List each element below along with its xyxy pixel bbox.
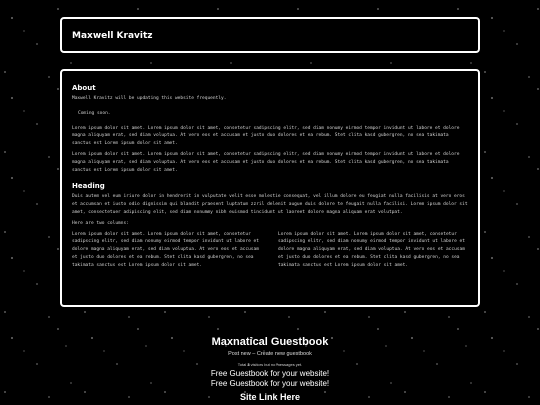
main-content xyxy=(72,83,468,270)
lorem-paragraph-1: Lorem ipsum dolor sit amet. Lorem ipsum dolor sit amet, consetetur sadipscing elitr, sed diam nonumy eirmod tempor invidunt ut labore et dolore magna aliquyam erat, sed diam voluptua. At vero eos et accusam et justo duo dolores et ea rebum. Stet clita kasd gubergren, no sea takimata sanctus est Lorem ipsum dolor sit amet. xyxy=(72,125,460,147)
coming-soon-text: Coming soon. xyxy=(78,110,111,116)
section-paragraph: Duis autem vel eum iriure dolor in hendrerit in vulputate velit esse molestie consequat, vel illum dolore eu feugiat nulla facilisis at vero eros et accumsan et iusto odio dignissim qui blandit praesent luptatum zzril delenit augue duis dolore te feugait nulla facilisi. Lorem ipsum dolor sit amet, consectetuer adipiscing elit, sed diam nonummy nibh euismod tincidunt ut laoreet dolore magna aliquam erat volutpat. xyxy=(72,194,468,215)
header-panel xyxy=(60,17,480,53)
visitor-count xyxy=(0,361,540,369)
guestbook-links xyxy=(0,350,540,359)
link-separator: – xyxy=(252,351,256,357)
free-guestbook-link-1[interactable]: Free Guestbook for your website! xyxy=(210,369,330,378)
column-left: Lorem ipsum dolor sit amet. Lorem ipsum dolor sit amet, consetetur sadipscing elitr, sed diam nonumy eirmod tempor invidunt ut labore et dolore magna aliquyam erat, sed diam voluptua. At vero eos et accusam et justo duo dolores et ea rebum. Stet clita kasd gubergren, no sea takimata sanctus est Lorem ipsum dolor sit amet. xyxy=(72,231,259,268)
two-columns xyxy=(72,231,468,270)
create-guestbook-link[interactable]: Create new guestbook xyxy=(256,351,312,357)
guestbook-widget xyxy=(0,334,540,402)
site-title: Maxwell Kravitz xyxy=(72,31,153,41)
column-right: Lorem ipsum dolor sit amet. Lorem ipsum dolor sit amet, consetetur sadipscing elitr, sed diam nonumy eirmod tempor invidunt ut labore et dolore magna aliquyam erat, sed diam voluptua. At vero eos et accusam et justo duo dolores et ea rebum. Stet clita kasd gubergren, no sea takimata sanctus est Lorem ipsum dolor sit amet. xyxy=(278,231,465,268)
free-guestbook-link-2[interactable]: Free Guestbook for your website! xyxy=(210,379,330,388)
site-link-cutoff[interactable]: Site Link Here xyxy=(239,392,301,402)
section-heading: Heading xyxy=(72,182,105,191)
visitor-count-suffix: visitors but no messages yet. xyxy=(250,362,303,367)
visitor-count-value: 3 xyxy=(247,362,250,367)
main-content-panel xyxy=(60,69,480,307)
lorem-paragraph-2: Lorem ipsum dolor sit amet. Lorem ipsum dolor sit amet, consetetur sadipscing elitr, sed diam nonumy eirmod tempor invidunt ut labore et dolore magna aliquyam erat, sed diam voluptua. At vero eos et accusam et justo duo dolores et ea rebum. Stet clita kasd gubergren, no sea takimata sanctus est Lorem ipsum dolor sit amet. xyxy=(72,151,460,173)
columns-intro: Here are two columns: xyxy=(72,220,129,226)
about-intro: Maxwell Kravitz will be updating this website frequently. xyxy=(72,96,227,101)
guestbook-title: Maxnatical Guestbook xyxy=(211,336,329,348)
about-heading: About xyxy=(72,84,96,92)
visitor-count-prefix: Total xyxy=(237,362,247,367)
post-new-link[interactable]: Post new xyxy=(228,351,251,357)
